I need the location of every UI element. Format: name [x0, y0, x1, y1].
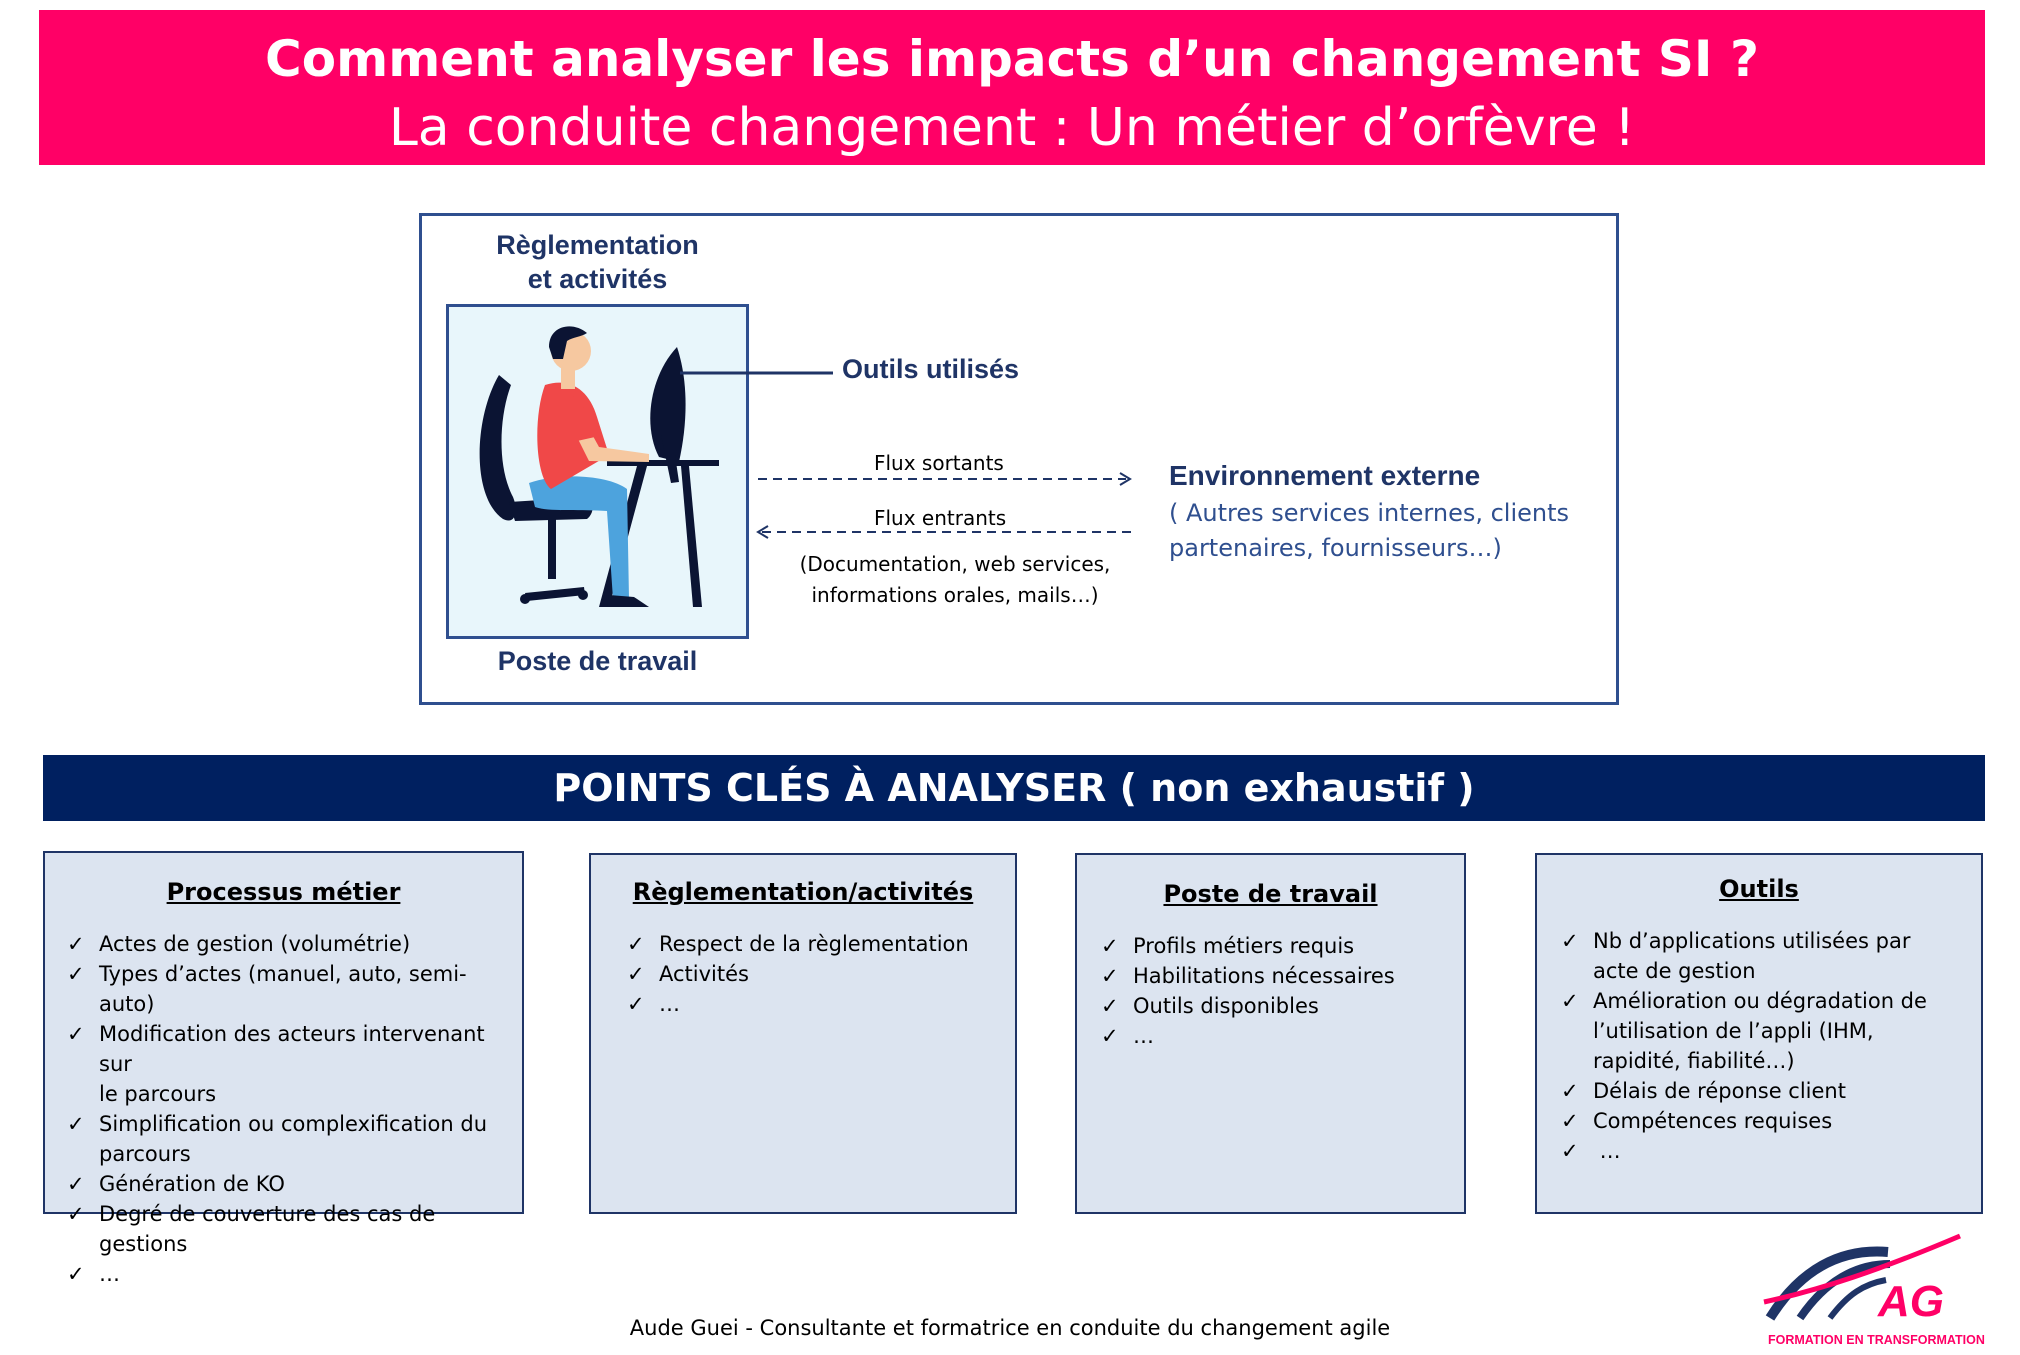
list-item — [627, 989, 1017, 1019]
flux-detail-line1: (Documentation, web services, — [799, 552, 1111, 576]
list-item-text: Modification des acteurs intervenant sur — [99, 1022, 485, 1076]
list-item — [67, 1259, 522, 1289]
card-list — [1101, 931, 1461, 1051]
check-icon: ✓ — [1101, 1024, 1119, 1048]
list-item-text: … — [1593, 1139, 1621, 1163]
check-icon: ✓ — [627, 932, 645, 956]
card-title: Poste de travail — [1163, 880, 1378, 908]
flux-entrants-label: Flux entrants — [874, 506, 1007, 530]
check-icon: ✓ — [1101, 964, 1119, 988]
list-item — [1561, 1136, 1981, 1166]
page-title: Comment analyser les impacts d’un changement SI ? — [265, 30, 1759, 88]
reglementation-label-line2: et activités — [527, 264, 668, 294]
check-icon: ✓ — [67, 962, 85, 986]
check-icon: ✓ — [1101, 994, 1119, 1018]
list-item — [67, 959, 522, 1019]
check-icon: ✓ — [1561, 1139, 1579, 1163]
check-icon: ✓ — [67, 1202, 85, 1226]
list-item — [1561, 926, 1981, 986]
list-item-text: Degré de couverture des cas de gestions — [99, 1202, 436, 1256]
footer-credit — [0, 1316, 2020, 1340]
reglementation-label-line1: Règlementation — [496, 230, 699, 260]
ag-logo-mark — [1760, 1230, 1990, 1350]
list-item — [1561, 986, 1981, 1076]
list-item — [1101, 991, 1461, 1021]
flux-detail-line2: informations orales, mails…) — [811, 583, 1099, 607]
list-item-text: Simplification ou complexification du — [99, 1112, 488, 1136]
check-icon: ✓ — [67, 932, 85, 956]
card-list — [67, 929, 522, 1289]
list-item — [627, 929, 1017, 959]
list-item-text: Outils disponibles — [1133, 994, 1319, 1018]
list-item-text: rapidité, fiabilité…) — [1593, 1049, 1795, 1073]
list-item-text: Activités — [659, 962, 749, 986]
list-item — [67, 1199, 522, 1259]
list-item-text: Compétences requises — [1593, 1109, 1833, 1133]
card-list — [627, 929, 1017, 1019]
list-item-text: l’utilisation de l’appli (IHM, — [1593, 1019, 1874, 1043]
list-item — [67, 1109, 522, 1169]
list-item — [67, 1169, 522, 1199]
flux-sortants-label: Flux sortants — [874, 451, 1004, 475]
environnement-detail-line2: partenaires, fournisseurs…) — [1169, 534, 1502, 562]
list-item-text: le parcours — [99, 1082, 217, 1106]
poste-de-travail-label: Poste de travail — [497, 646, 698, 676]
list-item — [1101, 961, 1461, 991]
ag-logo-letters: AG — [1878, 1277, 1944, 1326]
list-item-text: Amélioration ou dégradation de — [1593, 989, 1927, 1013]
list-item — [627, 959, 1017, 989]
list-item-text: … — [99, 1262, 120, 1286]
list-item — [1101, 931, 1461, 961]
environnement-detail-line1: ( Autres services internes, clients — [1169, 499, 1570, 527]
list-item-text: Profils métiers requis — [1133, 934, 1355, 958]
check-icon: ✓ — [67, 1262, 85, 1286]
list-item-text: Actes de gestion (volumétrie) — [99, 932, 411, 956]
check-icon: ✓ — [1561, 929, 1579, 953]
footer-author: Aude Guei - — [629, 1316, 760, 1340]
list-item-text: Nb d’applications utilisées par — [1593, 929, 1911, 953]
card-processus-metier — [43, 851, 524, 1286]
check-icon: ✓ — [1561, 989, 1579, 1013]
list-item-text: Types d’actes (manuel, auto, semi-auto) — [99, 962, 467, 1016]
card-list — [1561, 926, 1981, 1166]
footer-role: Consultante et formatrice en conduite du changement agile — [759, 1316, 1391, 1340]
check-icon: ✓ — [67, 1112, 85, 1136]
list-item — [1101, 1021, 1461, 1051]
list-item-text: Délais de réponse client — [1593, 1079, 1846, 1103]
ag-logo — [1760, 1230, 1990, 1350]
list-item-text: acte de gestion — [1593, 959, 1756, 983]
check-icon: ✓ — [67, 1172, 85, 1196]
check-icon: ✓ — [627, 962, 645, 986]
check-icon: ✓ — [1101, 934, 1119, 958]
flux-detail-text — [770, 549, 1140, 611]
list-item-text: … — [659, 992, 680, 1016]
list-item — [1561, 1106, 1981, 1136]
card-title: Règlementation/activités — [632, 878, 974, 906]
card-poste-de-travail — [1075, 853, 1466, 1214]
check-icon: ✓ — [1561, 1109, 1579, 1133]
list-item-text: Génération de KO — [99, 1172, 285, 1196]
list-item — [1561, 1076, 1981, 1106]
environnement-externe-title: Environnement externe — [1169, 460, 1481, 491]
card-title: Outils — [1719, 875, 1799, 903]
ag-logo-tagline: FORMATION EN TRANSFORMATION — [1768, 1333, 1985, 1347]
points-cles-banner: POINTS CLÉS À ANALYSER ( non exhaustif ) — [43, 755, 1985, 821]
list-item-text: parcours — [99, 1142, 191, 1166]
list-item — [67, 1019, 522, 1109]
environnement-externe-detail — [1169, 496, 1569, 566]
check-icon: ✓ — [1561, 1079, 1579, 1103]
check-icon: ✓ — [627, 992, 645, 1016]
list-item — [67, 929, 522, 959]
card-title: Processus métier — [166, 878, 401, 906]
page-subtitle: La conduite changement : Un métier d’orfèvre ! — [388, 98, 1636, 158]
check-icon: ✓ — [67, 1022, 85, 1046]
list-item-text: Respect de la règlementation — [659, 932, 969, 956]
card-outils — [1535, 853, 1983, 1214]
list-item-text: … — [1133, 1024, 1154, 1048]
list-item-text: Habilitations nécessaires — [1133, 964, 1395, 988]
outils-utilises-label: Outils utilisés — [842, 354, 1020, 384]
card-reglementation-activites — [589, 853, 1017, 1214]
